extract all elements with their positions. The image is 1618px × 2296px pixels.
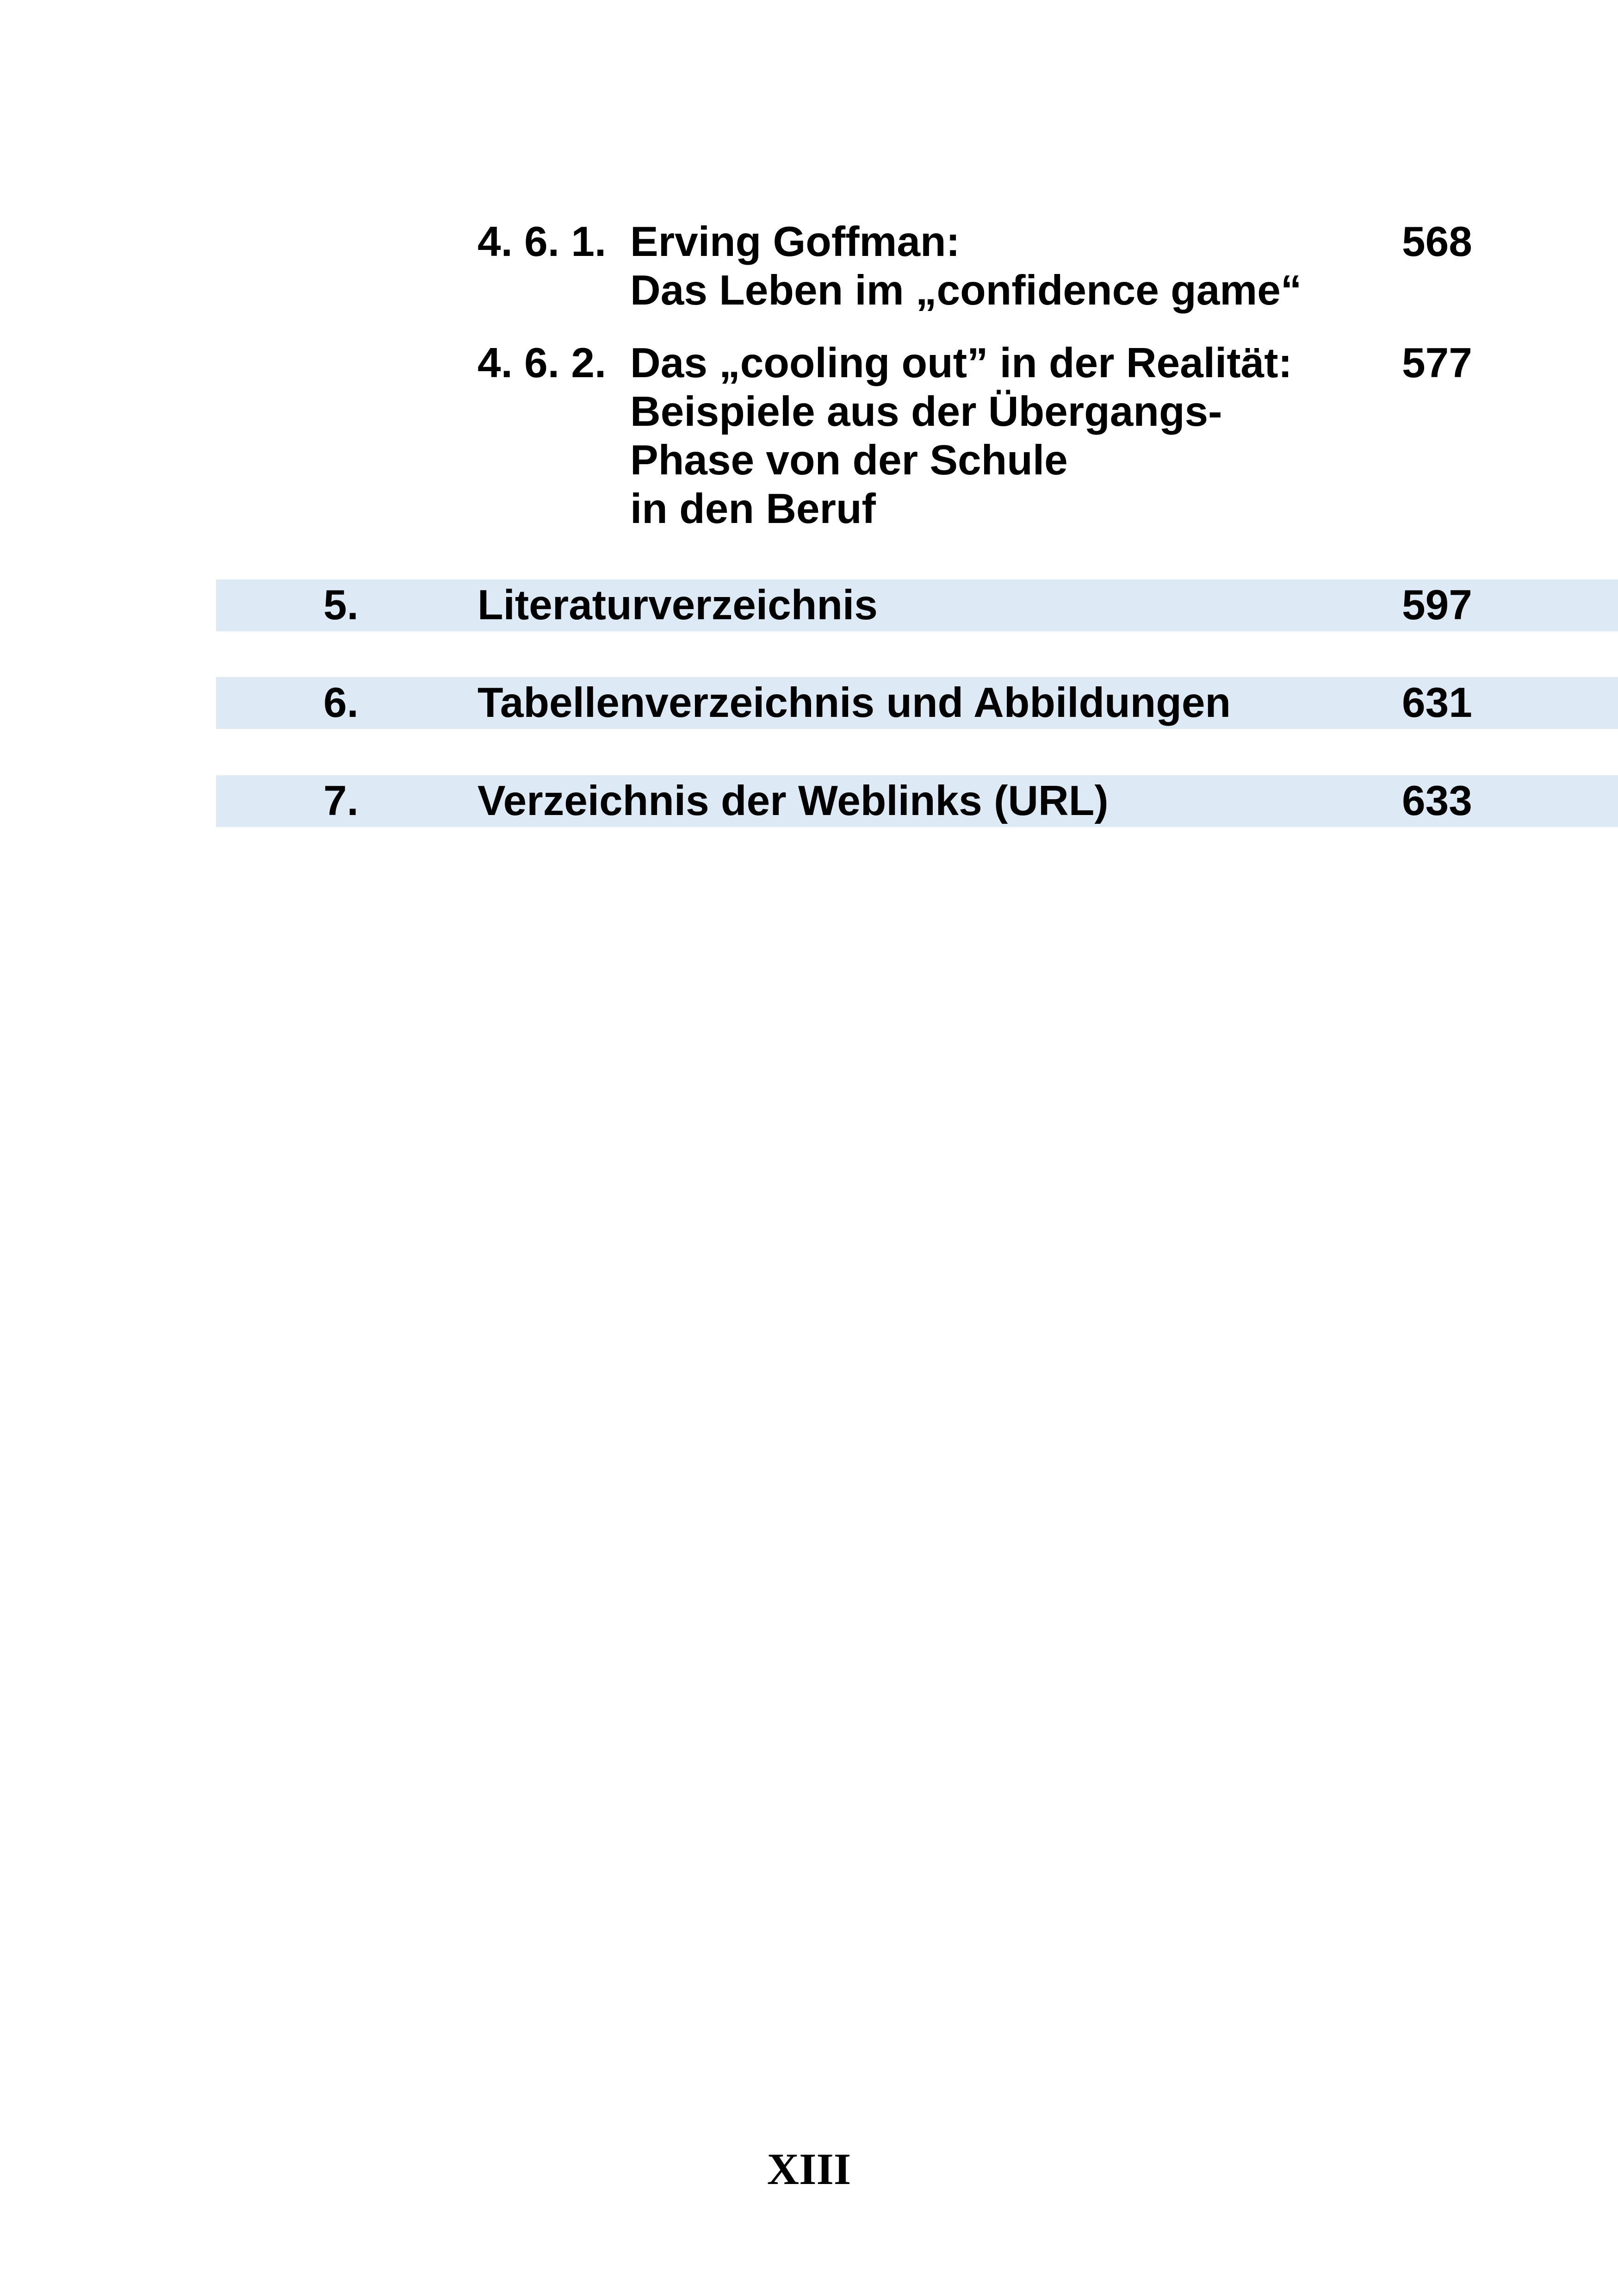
toc-chapter-5[interactable] (216, 579, 1618, 631)
toc-entry-title-line: Beispiele aus der Übergangs- (630, 388, 1222, 435)
toc-chapter-number: 7. (323, 778, 359, 824)
toc-entry-4-6-1[interactable] (0, 218, 1618, 315)
toc-chapter-title: Verzeichnis der Weblinks (URL) (477, 778, 1109, 824)
toc-chapter-page-number: 633 (1402, 778, 1472, 824)
toc-chapter-page-number: 597 (1402, 582, 1472, 628)
toc-entry-title-line: Das „cooling out” in der Realität: (630, 340, 1292, 386)
toc-chapter-7[interactable] (216, 775, 1618, 827)
toc-chapter-6[interactable] (216, 677, 1618, 729)
toc-entry-title-line: Erving Goffman: (630, 218, 960, 265)
toc-entry-title-line: in den Beruf (630, 485, 876, 532)
toc-entry-4-6-2[interactable] (0, 339, 1618, 533)
toc-chapter-title: Tabellenverzeichnis und Abbildungen (477, 679, 1231, 726)
toc-entry-page-number: 568 (1402, 218, 1472, 265)
toc-entry-number: 4. 6. 1. (477, 218, 607, 265)
page-folio: XIII (767, 2144, 851, 2194)
toc-entry-number: 4. 6. 2. (477, 340, 607, 386)
toc-chapter-number: 6. (323, 679, 359, 726)
toc-entry-title-line: Das Leben im „confidence game“ (630, 267, 1302, 314)
toc-chapter-title: Literaturverzeichnis (477, 582, 878, 628)
toc-entry-title-line: Phase von der Schule (630, 437, 1068, 484)
toc-entry-page-number: 577 (1402, 340, 1472, 386)
toc-chapter-number: 5. (323, 582, 359, 628)
toc-chapter-page-number: 631 (1402, 679, 1472, 726)
